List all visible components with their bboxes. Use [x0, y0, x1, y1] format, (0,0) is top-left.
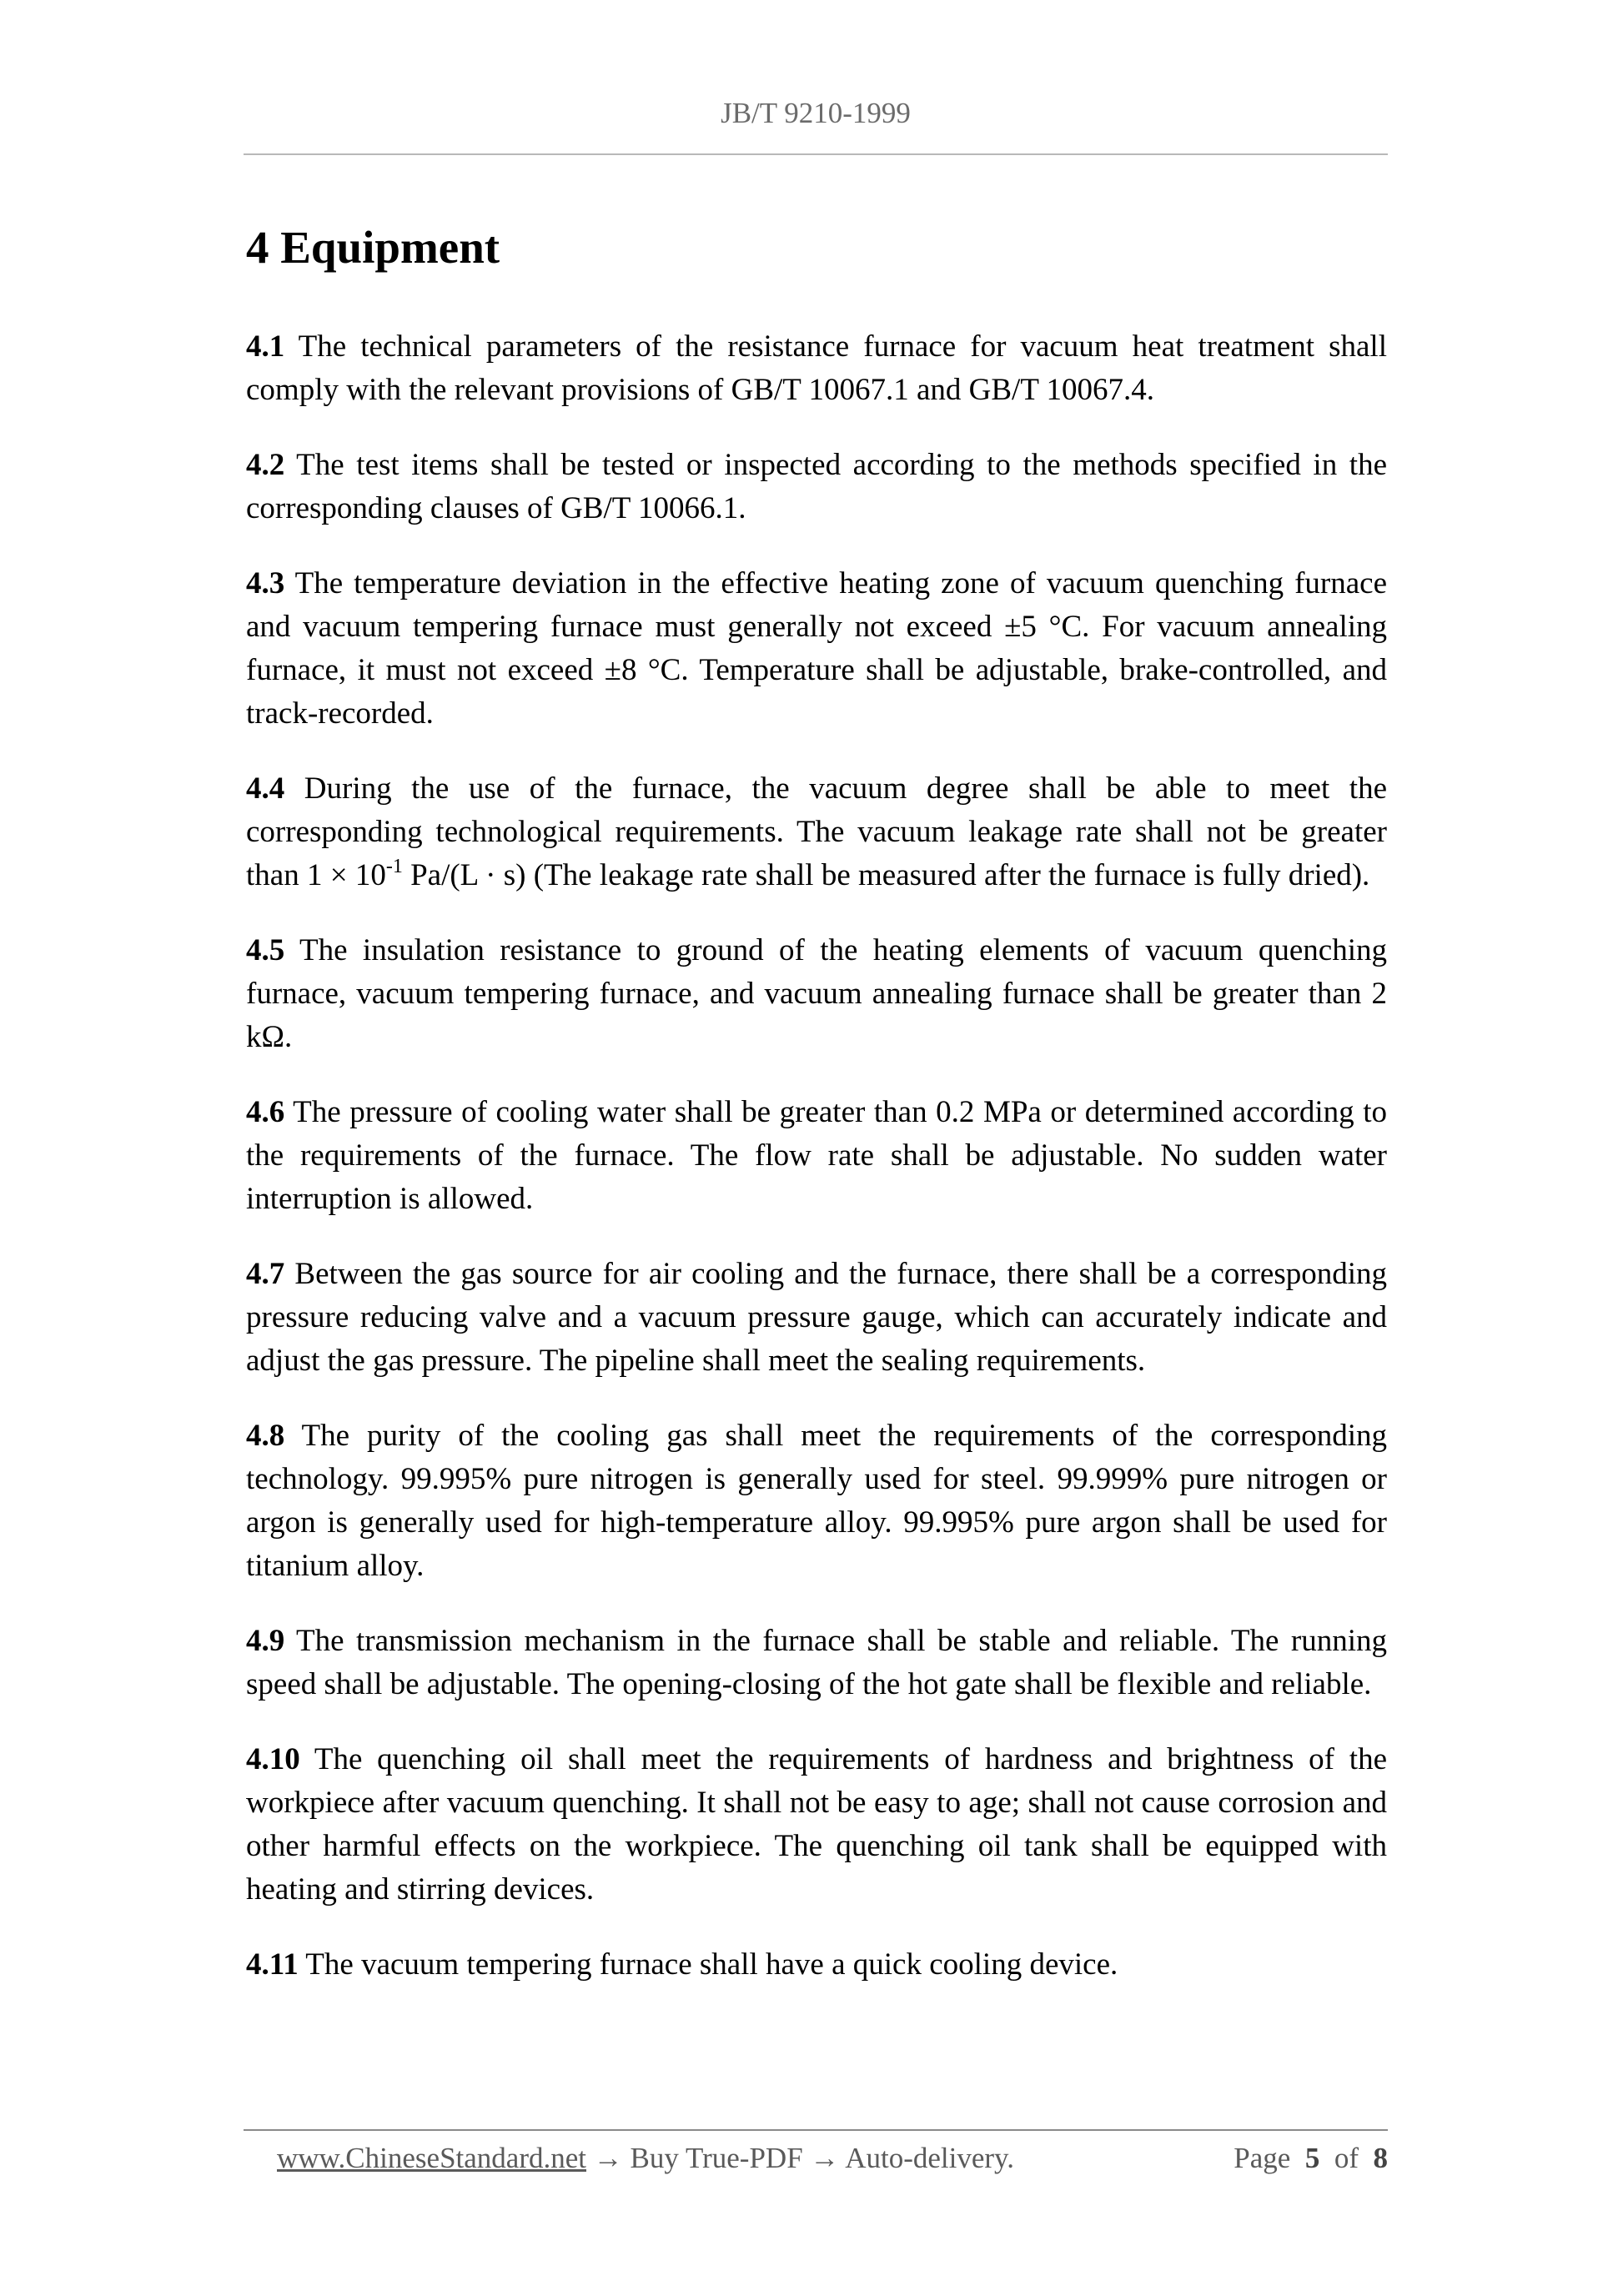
website-link[interactable]: www.ChineseStandard.net	[277, 2142, 586, 2174]
clause-text: The temperature deviation in the effective heating zone of vacuum quenching furnace and vacuum tempering furnace must generally not exceed ±5 °C. For vacuum annealing furnace, it must not exceed ±8 °C. Temperature shall be adjustable, brake-controlled, and track-recorded.	[246, 566, 1387, 731]
page-indicator	[1234, 2138, 1388, 2179]
page-of-label: of	[1334, 2142, 1359, 2174]
clause-text: The quenching oil shall meet the requirements of hardness and brightness of the workpiece after vacuum quenching. It shall not be easy to age; shall not cause corrosion and other harmful effects on the workpiece. The quenching oil tank shall be equipped with heating and stirring devices.	[246, 1742, 1387, 1907]
clause-text: The transmission mechanism in the furnace shall be stable and reliable. The running speed shall be adjustable. The opening-closing of the hot gate shall be flexible and reliable.	[246, 1624, 1387, 1701]
clause-4-8	[246, 1414, 1387, 1588]
footer-promo	[277, 2138, 1014, 2179]
clause-number: 4.8	[246, 1419, 285, 1453]
total-pages: 8	[1373, 2142, 1388, 2174]
clause-number: 4.6	[246, 1095, 285, 1129]
clause-4-1	[246, 325, 1387, 412]
clause-text: During the use of the furnace, the vacuum degree shall be able to meet the corresponding technological requirements. The vacuum leakage rate shall not be greater than 1 × 10	[246, 771, 1387, 892]
clause-list	[246, 325, 1387, 2018]
clause-text: The insulation resistance to ground of the heating elements of vacuum quenching furnace, vacuum tempering furnace, and vacuum annealing furnace shall be greater than 2 kΩ.	[246, 933, 1387, 1054]
clause-4-10	[246, 1738, 1387, 1912]
document-id: JB/T 9210-1999	[721, 97, 911, 129]
section-title: 4 Equipment	[246, 222, 500, 273]
clause-number: 4.11	[246, 1947, 299, 1982]
clause-4-7	[246, 1253, 1387, 1383]
clause-4-3	[246, 562, 1387, 736]
clause-4-9	[246, 1620, 1387, 1706]
clause-text-continued: Pa/(L · s) (The leakage rate shall be measured after the furnace is fully dried).	[402, 858, 1370, 892]
clause-4-6	[246, 1091, 1387, 1221]
clause-number: 4.10	[246, 1742, 300, 1776]
header-divider	[244, 153, 1388, 155]
clause-text: The vacuum tempering furnace shall have a quick cooling device.	[298, 1947, 1118, 1982]
clause-number: 4.7	[246, 1257, 285, 1291]
clause-text: The purity of the cooling gas shall meet the requirements of the corresponding technology. 99.995% pure nitrogen is generally used for steel. 99.999% pure nitrogen or argon is generally used for high-temperature alloy. 99.995% pure argon shall be used for titanium alloy.	[246, 1419, 1387, 1583]
clause-4-2	[246, 444, 1387, 530]
clause-text: The test items shall be tested or inspected according to the methods specified in the corresponding clauses of GB/T 10066.1.	[246, 448, 1387, 525]
clause-number: 4.1	[246, 329, 285, 364]
clause-number: 4.3	[246, 566, 285, 600]
clause-text: The pressure of cooling water shall be greater than 0.2 MPa or determined according to the requirements of the furnace. The flow rate shall be adjustable. No sudden water interruption is allowed.	[246, 1095, 1387, 1216]
clause-number: 4.5	[246, 933, 285, 967]
purchase-info: → Buy True-PDF → Auto-delivery.	[586, 2142, 1015, 2174]
clause-4-11	[246, 1943, 1387, 1987]
current-page: 5	[1304, 2142, 1320, 2174]
clause-number: 4.9	[246, 1624, 285, 1658]
running-header	[244, 93, 1388, 133]
page-label: Page	[1234, 2142, 1291, 2174]
clause-text: Between the gas source for air cooling and the furnace, there shall be a corresponding pressure reducing valve and a vacuum pressure gauge, which can accurately indicate and adjust the gas pressure. The pipeline shall meet the sealing requirements.	[246, 1257, 1387, 1378]
clause-text: The technical parameters of the resistance furnace for vacuum heat treatment shall comply with the relevant provisions of GB/T 10067.1 and GB/T 10067.4.	[246, 329, 1387, 407]
clause-4-5	[246, 929, 1387, 1059]
clause-number: 4.2	[246, 448, 285, 482]
clause-number: 4.4	[246, 771, 285, 806]
footer-divider	[244, 2129, 1388, 2131]
clause-4-4	[246, 767, 1387, 897]
exponent: -1	[385, 856, 403, 877]
